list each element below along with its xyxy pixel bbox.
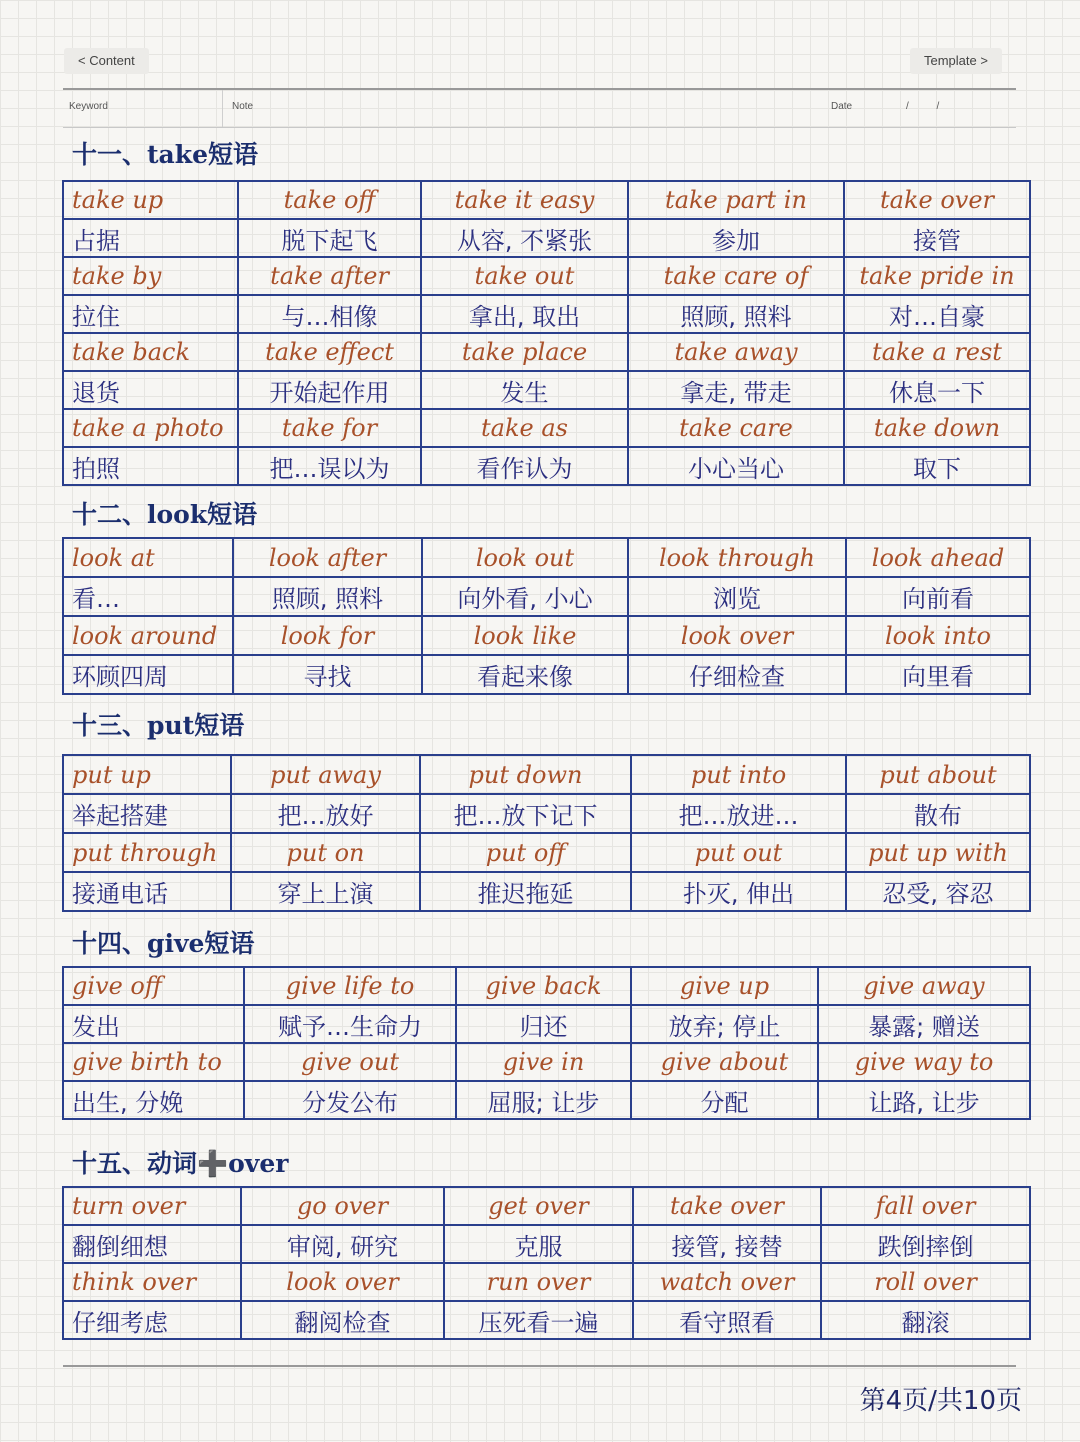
phrase-row <box>63 755 1030 794</box>
phrase-cell: take a photo <box>63 409 238 447</box>
look-phrases-table <box>62 537 1031 695</box>
meaning-cell: 取下 <box>844 447 1030 485</box>
header-bottom-rule <box>63 127 1016 128</box>
meaning-cell: 把…放下记下 <box>420 794 631 833</box>
meaning-cell: 把…放进… <box>631 794 846 833</box>
phrase-row <box>63 538 1030 577</box>
phrase-cell: look over <box>628 616 846 655</box>
meaning-row <box>63 1301 1030 1339</box>
section-title-over: 十五、动词➕over <box>72 1149 289 1178</box>
phrase-cell: give about <box>631 1043 818 1081</box>
meaning-cell: 浏览 <box>628 577 846 616</box>
phrase-row <box>63 616 1030 655</box>
phrase-cell: look ahead <box>846 538 1030 577</box>
meaning-cell: 看… <box>63 577 233 616</box>
meaning-cell: 小心当心 <box>628 447 844 485</box>
meaning-cell: 拿出, 取出 <box>421 295 628 333</box>
template-forward-button[interactable]: Template > <box>910 48 1002 74</box>
phrase-cell: give life to <box>244 967 456 1005</box>
phrase-cell: roll over <box>821 1263 1030 1301</box>
phrase-cell: look into <box>846 616 1030 655</box>
phrase-cell: give out <box>244 1043 456 1081</box>
phrase-cell: take up <box>63 181 238 219</box>
phrase-cell: take as <box>421 409 628 447</box>
meaning-cell: 让路, 让步 <box>818 1081 1030 1119</box>
phrase-cell: take over <box>844 181 1030 219</box>
meaning-cell: 对…自豪 <box>844 295 1030 333</box>
meaning-cell: 向前看 <box>846 577 1030 616</box>
phrase-cell: take pride in <box>844 257 1030 295</box>
phrase-cell: look through <box>628 538 846 577</box>
put-phrases-table <box>62 754 1031 912</box>
phrase-cell: look around <box>63 616 233 655</box>
phrase-cell: take a rest <box>844 333 1030 371</box>
meaning-row <box>63 655 1030 694</box>
phrase-cell: put away <box>231 755 420 794</box>
meaning-cell: 环顾四周 <box>63 655 233 694</box>
phrase-cell: give way to <box>818 1043 1030 1081</box>
meaning-cell: 拍照 <box>63 447 238 485</box>
meaning-row <box>63 447 1030 485</box>
page-number: 第4页/共10页 <box>859 1386 1022 1416</box>
meaning-cell: 翻阅检查 <box>241 1301 444 1339</box>
phrase-cell: take it easy <box>421 181 628 219</box>
phrase-cell: look out <box>422 538 628 577</box>
phrase-cell: take part in <box>628 181 844 219</box>
meaning-row <box>63 1005 1030 1043</box>
meaning-cell: 审阅, 研究 <box>241 1225 444 1263</box>
phrase-cell: take effect <box>238 333 421 371</box>
meaning-cell: 参加 <box>628 219 844 257</box>
meaning-cell: 散布 <box>846 794 1030 833</box>
header-divider <box>222 90 223 127</box>
meaning-cell: 扑灭, 伸出 <box>631 872 846 911</box>
phrase-cell: put into <box>631 755 846 794</box>
phrase-row <box>63 333 1030 371</box>
meaning-cell: 看作认为 <box>421 447 628 485</box>
phrase-row <box>63 257 1030 295</box>
meaning-cell: 放弃; 停止 <box>631 1005 818 1043</box>
meaning-cell: 与…相像 <box>238 295 421 333</box>
phrase-cell: turn over <box>63 1187 241 1225</box>
phrase-row <box>63 1187 1030 1225</box>
phrase-cell: take over <box>633 1187 821 1225</box>
phrase-cell: look over <box>241 1263 444 1301</box>
phrase-cell: fall over <box>821 1187 1030 1225</box>
phrase-cell: give away <box>818 967 1030 1005</box>
phrase-cell: put about <box>846 755 1030 794</box>
meaning-cell: 穿上上演 <box>231 872 420 911</box>
phrase-row <box>63 181 1030 219</box>
phrase-cell: put out <box>631 833 846 872</box>
phrase-cell: put down <box>420 755 631 794</box>
phrase-cell: give birth to <box>63 1043 244 1081</box>
meaning-row <box>63 219 1030 257</box>
note-label: Note <box>232 101 254 112</box>
meaning-cell: 接通电话 <box>63 872 231 911</box>
phrase-cell: take after <box>238 257 421 295</box>
footer-rule <box>63 1365 1016 1367</box>
meaning-cell: 把…放好 <box>231 794 420 833</box>
meaning-cell: 赋予…生命力 <box>244 1005 456 1043</box>
keyword-label: Keyword <box>69 101 108 112</box>
phrase-cell: get over <box>444 1187 633 1225</box>
section-title-give: 十四、give短语 <box>72 929 255 958</box>
phrase-cell: take out <box>421 257 628 295</box>
meaning-row <box>63 872 1030 911</box>
meaning-cell: 开始起作用 <box>238 371 421 409</box>
meaning-row <box>63 1225 1030 1263</box>
give-phrases-table <box>62 966 1031 1120</box>
phrase-cell: put up <box>63 755 231 794</box>
meaning-cell: 把…误以为 <box>238 447 421 485</box>
meaning-cell: 仔细检查 <box>628 655 846 694</box>
phrase-cell: take by <box>63 257 238 295</box>
meaning-cell: 克服 <box>444 1225 633 1263</box>
phrase-cell: take away <box>628 333 844 371</box>
phrase-cell: take off <box>238 181 421 219</box>
phrase-cell: put through <box>63 833 231 872</box>
phrase-cell: look like <box>422 616 628 655</box>
meaning-cell: 接管 <box>844 219 1030 257</box>
meaning-cell: 跌倒摔倒 <box>821 1225 1030 1263</box>
meaning-cell: 照顾, 照料 <box>628 295 844 333</box>
phrase-cell: take care of <box>628 257 844 295</box>
phrase-cell: give in <box>456 1043 631 1081</box>
meaning-cell: 分发公布 <box>244 1081 456 1119</box>
meaning-cell: 发出 <box>63 1005 244 1043</box>
phrase-row <box>63 833 1030 872</box>
meaning-cell: 举起搭建 <box>63 794 231 833</box>
section-title-look: 十二、look短语 <box>72 500 258 529</box>
phrase-cell: take care <box>628 409 844 447</box>
meaning-cell: 分配 <box>631 1081 818 1119</box>
phrase-cell: give off <box>63 967 244 1005</box>
phrase-cell: go over <box>241 1187 444 1225</box>
phrase-cell: look after <box>233 538 422 577</box>
meaning-row <box>63 295 1030 333</box>
meaning-cell: 翻倒细想 <box>63 1225 241 1263</box>
over-phrases-table <box>62 1186 1031 1340</box>
meaning-cell: 出生, 分娩 <box>63 1081 244 1119</box>
phrase-cell: look at <box>63 538 233 577</box>
phrase-cell: give up <box>631 967 818 1005</box>
meaning-cell: 从容, 不紧张 <box>421 219 628 257</box>
meaning-cell: 拉住 <box>63 295 238 333</box>
phrase-cell: put up with <box>846 833 1030 872</box>
date-value: / / <box>906 101 940 112</box>
meaning-cell: 向外看, 小心 <box>422 577 628 616</box>
meaning-cell: 发生 <box>421 371 628 409</box>
meaning-cell: 看守照看 <box>633 1301 821 1339</box>
phrase-row <box>63 1043 1030 1081</box>
phrase-cell: take place <box>421 333 628 371</box>
meaning-cell: 翻滚 <box>821 1301 1030 1339</box>
phrase-cell: watch over <box>633 1263 821 1301</box>
meaning-cell: 暴露; 赠送 <box>818 1005 1030 1043</box>
meaning-cell: 屈服; 让步 <box>456 1081 631 1119</box>
meaning-cell: 压死看一遍 <box>444 1301 633 1339</box>
phrase-cell: take for <box>238 409 421 447</box>
meaning-cell: 归还 <box>456 1005 631 1043</box>
meaning-cell: 拿走, 带走 <box>628 371 844 409</box>
phrase-row <box>63 409 1030 447</box>
phrase-cell: put on <box>231 833 420 872</box>
phrase-cell: put off <box>420 833 631 872</box>
meaning-row <box>63 371 1030 409</box>
section-title-take: 十一、take短语 <box>72 140 258 169</box>
meaning-cell: 看起来像 <box>422 655 628 694</box>
phrase-cell: take down <box>844 409 1030 447</box>
meaning-cell: 推迟拖延 <box>420 872 631 911</box>
phrase-cell: run over <box>444 1263 633 1301</box>
meaning-cell: 向里看 <box>846 655 1030 694</box>
meaning-row <box>63 794 1030 833</box>
take-phrases-table <box>62 180 1031 486</box>
meaning-cell: 脱下起飞 <box>238 219 421 257</box>
meaning-cell: 退货 <box>63 371 238 409</box>
meaning-cell: 仔细考虑 <box>63 1301 241 1339</box>
phrase-cell: give back <box>456 967 631 1005</box>
header-top-rule <box>63 88 1016 90</box>
meaning-row <box>63 577 1030 616</box>
date-label: Date <box>831 101 853 112</box>
content-back-button[interactable]: < Content <box>64 48 149 74</box>
meaning-cell: 忍受, 容忍 <box>846 872 1030 911</box>
meaning-cell: 占据 <box>63 219 238 257</box>
phrase-row <box>63 967 1030 1005</box>
meaning-cell: 照顾, 照料 <box>233 577 422 616</box>
section-title-put: 十三、put短语 <box>72 711 245 740</box>
phrase-cell: look for <box>233 616 422 655</box>
meaning-row <box>63 1081 1030 1119</box>
meaning-cell: 接管, 接替 <box>633 1225 821 1263</box>
phrase-row <box>63 1263 1030 1301</box>
phrase-cell: take back <box>63 333 238 371</box>
meaning-cell: 休息一下 <box>844 371 1030 409</box>
meaning-cell: 寻找 <box>233 655 422 694</box>
phrase-cell: think over <box>63 1263 241 1301</box>
